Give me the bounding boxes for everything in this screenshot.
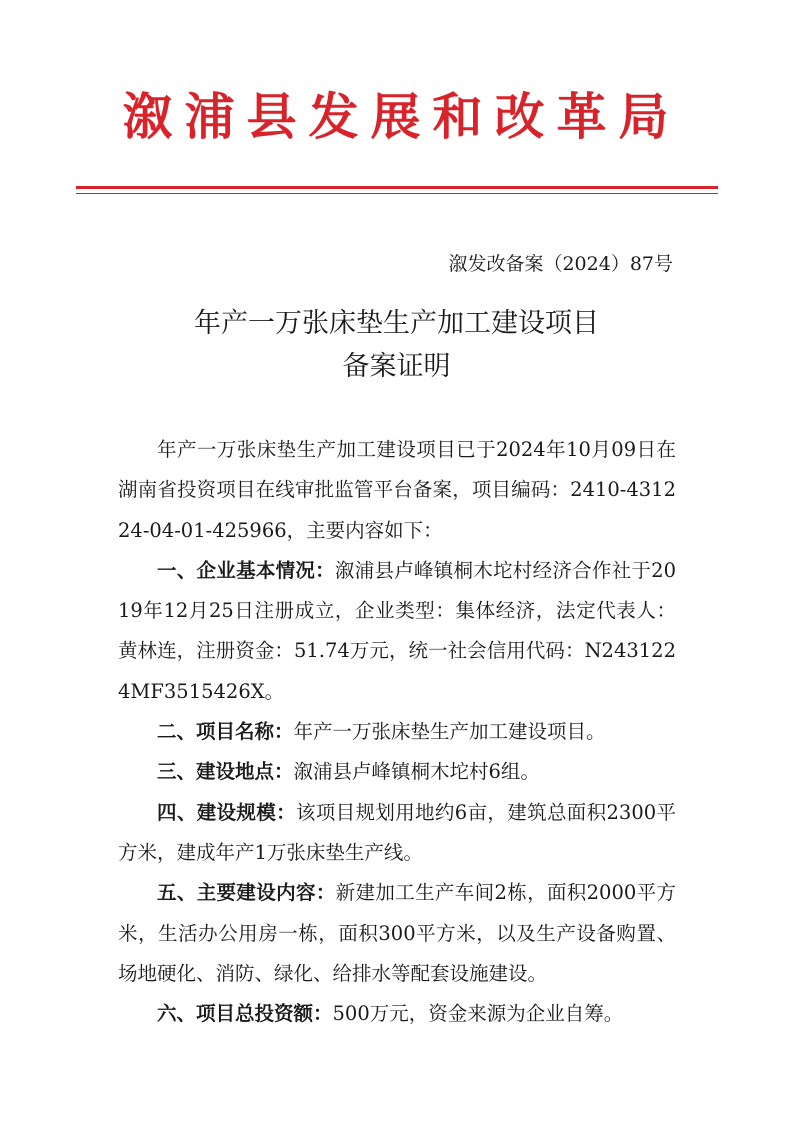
section-text: 该项目规划用地约6亩，建筑总面积2300平方米，建成年产1万张床垫生产线。 <box>118 800 676 864</box>
letterhead-divider-thick <box>76 186 718 189</box>
section-main-content <box>118 873 676 994</box>
section-heading: 六、项目总投资额： <box>157 1002 333 1026</box>
section-heading: 二、项目名称： <box>157 720 294 744</box>
section-scale <box>118 793 676 874</box>
section-text: 500万元，资金来源为企业自筹。 <box>332 1002 624 1026</box>
section-heading: 四、建设规模： <box>157 800 296 824</box>
document-title-line-2: 备案证明 <box>342 351 451 382</box>
document-number: 溆发改备案（2024）87号 <box>448 253 673 275</box>
section-text: 新建加工生产车间2栋，面积2000平方米，生活办公用房一栋，面积300平方米，以及生产设备购置、场地硬化、消防、绿化、给排水等配套设施建设。 <box>118 881 676 985</box>
section-heading: 五、主要建设内容： <box>157 881 336 905</box>
intro-paragraph: 年产一万张床垫生产加工建设项目已于2024年10月09日在湖南省投资项目在线审批监管平台备案，项目编码：2410-431224-04-01-425966，主要内容如下： <box>118 438 676 542</box>
section-heading: 三、建设地点： <box>157 760 294 784</box>
section-location <box>118 752 676 792</box>
section-heading: 一、企业基本情况： <box>157 558 335 582</box>
section-text: 溆浦县卢峰镇桐木坨村经济合作社于2019年12月25日注册成立，企业类型：集体经济，法定代表人：黄林连，注册资金：51.74万元，统一社会信用代码：N2431224MF3515426X。 <box>118 558 676 703</box>
letterhead-divider-thin <box>76 193 718 194</box>
section-text: 溆浦县卢峰镇桐木坨村6组。 <box>293 760 540 784</box>
document-title-line-1: 年产一万张床垫生产加工建设项目 <box>194 308 599 339</box>
section-total-investment <box>118 994 676 1034</box>
section-text: 年产一万张床垫生产加工建设项目。 <box>293 720 606 744</box>
section-project-name <box>118 712 676 752</box>
section-enterprise-info <box>118 551 676 712</box>
agency-letterhead-title: 溆浦县发展和改革局 <box>122 88 681 146</box>
document-body <box>118 430 676 1034</box>
